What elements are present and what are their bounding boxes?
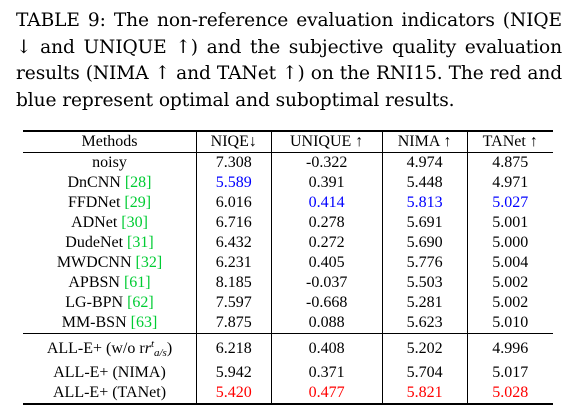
header-methods: Methods	[23, 131, 197, 153]
table-row	[23, 213, 553, 233]
citation-link[interactable]: [63]	[130, 314, 158, 331]
method-name: ALL-E+ (w/o r	[46, 340, 145, 357]
niqe-cell: 7.597	[197, 293, 272, 313]
ablation-close-paren: )	[166, 340, 173, 357]
table-row	[23, 293, 553, 313]
nima-cell: 5.821	[382, 383, 467, 404]
unique-cell: 0.272	[271, 233, 382, 253]
method-cell	[23, 383, 197, 404]
method-cell	[23, 233, 197, 253]
unique-cell: 0.408	[271, 334, 382, 364]
unique-cell: -0.037	[271, 273, 382, 293]
table-row	[23, 233, 553, 253]
citation-link[interactable]: [30]	[121, 214, 148, 231]
tanet-cell: 5.010	[467, 313, 553, 334]
nima-cell: 5.281	[382, 293, 467, 313]
table-row	[23, 363, 553, 383]
method-name: ALL-E+ (NIMA)	[53, 364, 166, 381]
nima-cell: 4.974	[382, 153, 467, 174]
tanet-cell: 5.028	[467, 383, 553, 404]
nima-cell: 5.776	[382, 253, 467, 273]
tanet-cell: 5.002	[467, 293, 553, 313]
table-row	[23, 313, 553, 334]
tanet-cell: 5.017	[467, 363, 553, 383]
method-name: noisy	[92, 154, 127, 171]
method-name: ADNet	[71, 214, 118, 231]
tanet-cell: 5.001	[467, 213, 553, 233]
unique-cell: 0.391	[271, 173, 382, 193]
niqe-cell: 6.016	[197, 193, 272, 213]
unique-cell: 0.371	[271, 363, 382, 383]
method-cell	[23, 253, 197, 273]
method-cell	[23, 213, 197, 233]
method-name: DudeNet	[65, 234, 124, 251]
method-name: MWDCNN	[56, 254, 132, 271]
method-cell	[23, 293, 197, 313]
citation-link[interactable]: [61]	[123, 274, 151, 291]
tanet-cell: 5.002	[467, 273, 553, 293]
ablation-symbol: $r^t_{a/s}$	[144, 338, 167, 359]
table-row	[23, 383, 553, 404]
nima-cell: 5.690	[382, 233, 467, 253]
method-cell	[23, 313, 197, 334]
tanet-cell: 4.971	[467, 173, 553, 193]
table-row	[23, 173, 553, 193]
niqe-cell: 6.218	[197, 334, 272, 364]
niqe-cell: 7.308	[197, 153, 272, 174]
unique-cell: 0.088	[271, 313, 382, 334]
citation-link[interactable]: [29]	[124, 194, 152, 211]
header-nima: NIMA ↑	[382, 131, 467, 153]
nima-cell: 5.704	[382, 363, 467, 383]
niqe-cell: 5.420	[197, 383, 272, 404]
tanet-cell: 4.996	[467, 334, 553, 364]
tanet-cell: 5.000	[467, 233, 553, 253]
table-row	[23, 153, 553, 174]
unique-cell: -0.668	[271, 293, 382, 313]
niqe-cell: 5.589	[197, 173, 272, 193]
table-header-row	[23, 131, 553, 153]
method-name: MM-BSN	[61, 314, 127, 331]
method-name: DnCNN	[67, 174, 121, 191]
nima-cell: 5.623	[382, 313, 467, 334]
nima-cell: 5.202	[382, 334, 467, 364]
method-name: LG-BPN	[65, 294, 124, 311]
table-row	[23, 193, 553, 213]
citation-link[interactable]: [28]	[124, 174, 152, 191]
niqe-cell: 7.875	[197, 313, 272, 334]
unique-cell: 0.477	[271, 383, 382, 404]
results-table	[23, 130, 553, 405]
niqe-cell: 8.185	[197, 273, 272, 293]
unique-cell: -0.322	[271, 153, 382, 174]
header-unique: UNIQUE ↑	[271, 131, 382, 153]
caption-text: TABLE 9: The non-reference evaluation indicators (NIQE ↓ and UNIQUE ↑) and the subjective quality evaluation results (NIMA ↑ and TANet ↑) on the RNI15. The red and blue represent optimal and suboptimal results.	[16, 10, 562, 111]
unique-cell: 0.414	[271, 193, 382, 213]
method-cell	[23, 153, 197, 174]
niqe-cell: 6.231	[197, 253, 272, 273]
unique-cell: 0.278	[271, 213, 382, 233]
table-row	[23, 334, 553, 364]
citation-link[interactable]: [31]	[127, 234, 154, 251]
method-cell	[23, 193, 197, 213]
unique-cell: 0.405	[271, 253, 382, 273]
header-tanet: TANet ↑	[467, 131, 553, 153]
niqe-cell: 6.716	[197, 213, 272, 233]
tanet-cell: 5.027	[467, 193, 553, 213]
nima-cell: 5.691	[382, 213, 467, 233]
ablation-superscript: t	[150, 338, 154, 350]
table-row	[23, 253, 553, 273]
tanet-cell: 5.004	[467, 253, 553, 273]
nima-cell: 5.503	[382, 273, 467, 293]
method-name: FFDNet	[67, 194, 121, 211]
method-name: APBSN	[68, 274, 120, 291]
citation-link[interactable]: [62]	[127, 294, 154, 311]
niqe-cell: 6.432	[197, 233, 272, 253]
method-cell	[23, 334, 197, 364]
method-cell	[23, 273, 197, 293]
method-name: ALL-E+ (TANet)	[52, 384, 167, 401]
header-niqe: NIQE↓	[197, 131, 272, 153]
method-cell	[23, 363, 197, 383]
method-cell	[23, 173, 197, 193]
nima-cell: 5.448	[382, 173, 467, 193]
table-row	[23, 273, 553, 293]
table-caption	[16, 8, 562, 114]
ablation-subscript: a/s	[154, 347, 167, 359]
citation-link[interactable]: [32]	[135, 254, 163, 271]
tanet-cell: 4.875	[467, 153, 553, 174]
niqe-cell: 5.942	[197, 363, 272, 383]
nima-cell: 5.813	[382, 193, 467, 213]
